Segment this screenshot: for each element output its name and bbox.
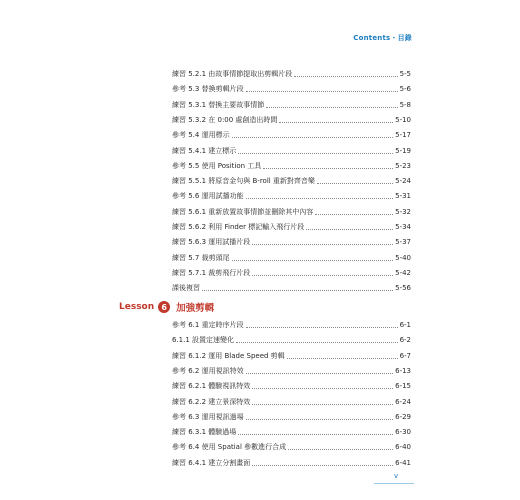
toc-entry: [172, 425, 411, 437]
toc-entry: [172, 128, 411, 140]
book-page: [8, 8, 512, 492]
toc-entry-title: 參考 6.4 使用 Spatial 參數進行合成: [172, 443, 287, 452]
toc-entry-page: 6-2: [399, 336, 411, 345]
toc-entry: [172, 98, 411, 110]
dot-leader: [288, 449, 393, 450]
toc-entry-page: 6-40: [395, 443, 411, 452]
toc-entry: [172, 395, 411, 407]
toc-entry: [172, 67, 411, 79]
dot-leader: [238, 153, 393, 154]
toc-entry-page: 5-10: [395, 115, 411, 124]
toc-entry-title: 練習 6.2.1 體驗視訊特效: [172, 382, 251, 391]
toc-entry-title: 參考 5.4 運用標示: [172, 131, 230, 140]
toc-entry-page: 5-56: [395, 284, 411, 293]
toc-entry-page: 5-42: [395, 268, 411, 277]
toc-entry: [172, 281, 411, 293]
dot-leader: [279, 122, 393, 123]
toc-entry-page: 5-23: [395, 161, 411, 170]
toc-entry: [172, 189, 411, 201]
dot-leader: [236, 342, 398, 343]
toc-entry-page: 5-32: [395, 207, 411, 216]
toc-entry: [172, 410, 411, 422]
folio-rule: [374, 483, 414, 484]
dot-leader: [266, 107, 397, 108]
toc-entry-page: 6-24: [395, 397, 411, 406]
dot-leader: [287, 358, 398, 359]
toc-entry-title: 參考 6.3 運用視訊過場: [172, 412, 244, 421]
toc-entry-title: 練習 5.6.2 利用 Finder 標記輸入飛行片段: [172, 223, 305, 231]
toc-entry-page: 6-15: [395, 382, 411, 391]
toc-entry-title: 練習 5.6.3 運用試播片段: [172, 238, 251, 247]
toc-entry-page: 5-17: [395, 131, 411, 140]
toc-entry: [172, 220, 411, 232]
toc-entry-title: 練習 6.3.1 體驗過場: [172, 428, 237, 437]
dot-leader: [238, 434, 393, 435]
dot-leader: [252, 244, 393, 245]
dot-leader: [246, 198, 394, 199]
toc-entry: [172, 349, 411, 361]
toc-entry: [172, 251, 411, 263]
dot-leader: [252, 465, 393, 466]
toc-entry: [172, 364, 411, 376]
dot-leader: [252, 404, 393, 405]
toc-entry-page: 6-13: [395, 366, 411, 375]
toc-entry-title: 練習 5.4.1 建立標示: [172, 146, 237, 155]
running-head: Contents・目錄: [353, 34, 412, 42]
toc-entry-page: 5-19: [395, 146, 411, 155]
toc-entry: [172, 82, 411, 94]
lesson-word: Lesson: [119, 302, 155, 312]
toc-entry: [172, 113, 411, 125]
dot-leader: [246, 419, 394, 420]
toc-entry: [172, 379, 411, 391]
toc-entry-page: 5-6: [399, 85, 411, 94]
toc-entry-page: 5-37: [395, 238, 411, 247]
dot-leader: [246, 327, 398, 328]
dot-leader: [232, 137, 394, 138]
toc-entry-title: 練習 5.7.1 裁剪飛行片段: [172, 268, 251, 277]
toc-entry: [172, 318, 411, 330]
dot-leader: [252, 275, 393, 276]
toc-entry: [172, 456, 411, 468]
toc-entry-title: 練習 5.7 裁剪頭尾: [172, 253, 230, 262]
toc-entry-title: 練習 6.2.2 建立景深特效: [172, 397, 251, 406]
toc-entry-page: 5-40: [395, 253, 411, 262]
lesson-number-badge: 6: [158, 301, 170, 313]
dot-leader: [232, 260, 394, 261]
page-number: v: [394, 472, 399, 480]
toc-entry-title: 課後複習: [172, 284, 200, 293]
toc-entry-page: 6-29: [395, 412, 411, 421]
dot-leader: [317, 183, 393, 184]
toc-entry-page: 6-41: [395, 458, 411, 467]
toc-entry-page: 5-8: [399, 100, 411, 109]
toc-entry: [172, 440, 411, 452]
toc-entry: [172, 144, 411, 156]
toc-entry-title: 練習 5.3.1 替換主要故事情節: [172, 100, 265, 109]
dot-leader: [252, 388, 393, 389]
toc-entry-page: 6-7: [399, 351, 411, 360]
dot-leader: [294, 76, 397, 77]
toc-entry-page: 5-5: [399, 70, 411, 78]
toc-entry-page: 5-34: [395, 223, 411, 231]
toc-entry-title: 參考 5.3 替換剪輯片段: [172, 85, 244, 94]
toc-entry: [172, 333, 411, 345]
toc-entry-title: 練習 5.3.2 在 0:00 處創造出時間: [172, 115, 278, 124]
toc-entry-title: 6.1.1 設置定速變化: [172, 336, 235, 345]
toc-entry: [172, 159, 411, 171]
dot-leader: [306, 229, 393, 230]
toc-entry-title: 參考 5.6 運用試播功能: [172, 192, 244, 201]
toc-entry: [172, 235, 411, 247]
toc-entry-title: 練習 6.4.1 建立分割畫面: [172, 458, 251, 467]
dot-leader: [202, 290, 393, 291]
toc-entry-page: 6-30: [395, 428, 411, 437]
lesson-title: 加強剪輯: [176, 303, 215, 314]
dot-leader: [246, 91, 398, 92]
toc-entry: [172, 205, 411, 217]
toc-entry-title: 參考 6.1 重定時序片段: [172, 321, 244, 329]
toc-entry-page: 5-31: [395, 192, 411, 201]
toc-entry-title: 練習 5.5.1 將原音金句與 B-roll 重新對齊音樂: [172, 177, 315, 186]
toc-entry-page: 6-1: [399, 321, 411, 329]
toc-entry-title: 參考 6.2 運用視訊特效: [172, 366, 244, 375]
dot-leader: [315, 214, 393, 215]
toc-entry-title: 練習 5.2.1 由故事情節提取出剪輯片段: [172, 70, 293, 78]
toc-entry: [172, 266, 411, 278]
toc-entry-title: 練習 5.6.1 重新放置故事情節並刪除其中內容: [172, 207, 314, 216]
lesson-heading: [119, 300, 214, 314]
toc-entry-title: 參考 5.5 使用 Position 工具: [172, 161, 262, 170]
toc-entry: [172, 174, 411, 186]
toc-entry-page: 5-24: [395, 177, 411, 186]
dot-leader: [246, 373, 394, 374]
dot-leader: [263, 168, 393, 169]
toc-entry-title: 練習 6.1.2 運用 Blade Speed 剪輯: [172, 351, 285, 360]
